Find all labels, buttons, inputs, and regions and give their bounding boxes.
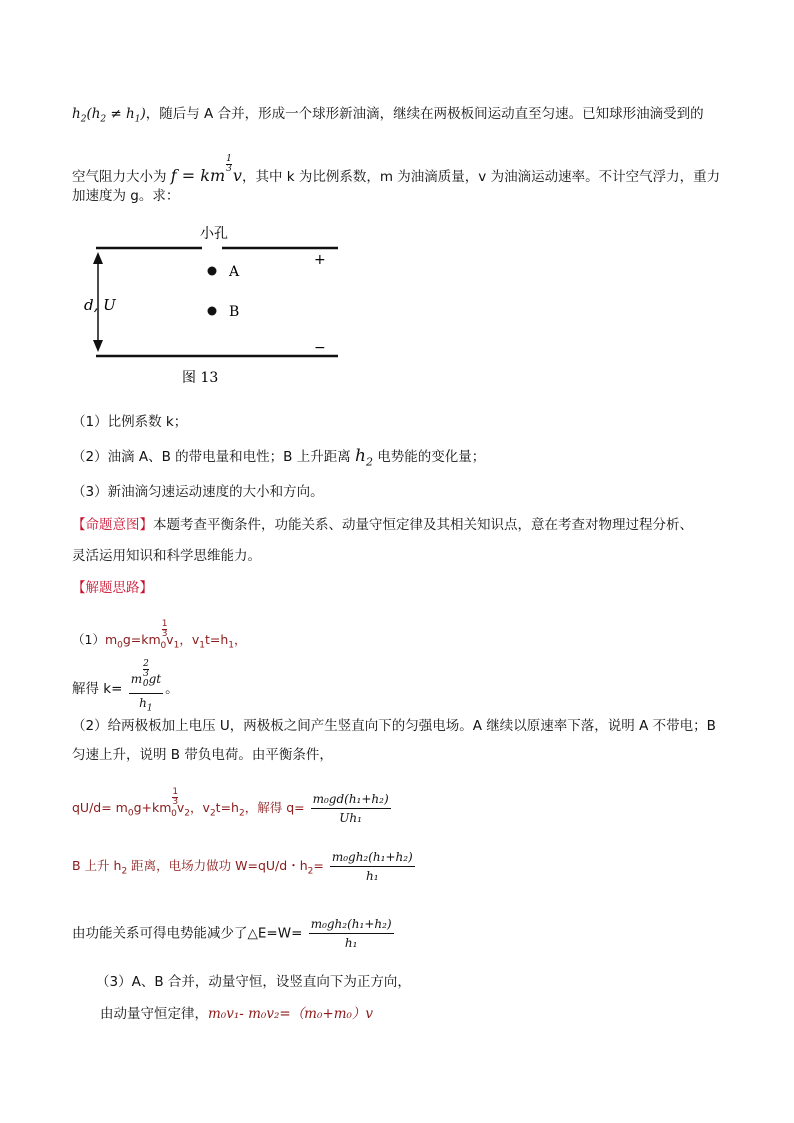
intro-line-1: $h_2(h_2 \ne h_1)$，随后与 A 合并，形成一个球形新油滴，继续在两极板间运动直至匀速。已知球形油滴受到的 bbox=[72, 106, 704, 125]
k-fraction: m $\frac{2}{3}$ $_0$gt $h_1$ bbox=[130, 659, 162, 714]
intent-tag: 【命题意图】 bbox=[72, 517, 153, 533]
solution-2-equation: $qU/d= m_0g+km$ $\frac{1}{3}$ $_0v_2$，$v_2t=h_2$，解得 q= $\frac{\text{m₀gd(h₁+h₂)}}{\text{Uh₁}}$ bbox=[72, 787, 389, 825]
solution-3-line-2: 由动量守恒定律，m₀v₁- m₀v₂=（m₀+m₀）v bbox=[100, 1006, 374, 1022]
momentum-equation: m₀v₁- m₀v₂=（m₀+m₀）v bbox=[208, 1006, 374, 1022]
hole-label: 小孔 bbox=[200, 226, 228, 242]
drag-formula: f = km $\frac{1}{3}$ v bbox=[170, 154, 242, 185]
plus-sign: + bbox=[314, 252, 326, 268]
intro-text-1: ，随后与 A 合并，形成一个球形新油滴，继续在两极板间运动直至匀速。已知球形油滴受到的 bbox=[145, 106, 704, 122]
droplet-a-label: A bbox=[229, 264, 240, 280]
solution-tag-line bbox=[72, 578, 153, 598]
figure-caption: 图 13 bbox=[182, 370, 219, 386]
solution-2-work: B 上升 $h_2$ 距离，电场力做功 W=qU/d・$h_2=$ $\frac{\text{m₀gh₂(h₁+h₂)}}{\text{h₁}}$ bbox=[72, 850, 413, 883]
intent-line-2: 灵活运用知识和科学思维能力。 bbox=[72, 548, 261, 564]
capacitor-figure bbox=[82, 218, 352, 390]
solution-2-energy: 由功能关系可得电势能减少了△E=W= $\frac{\text{m₀gh₂(h₁+h₂)}}{\text{h₁}}$ bbox=[72, 917, 392, 950]
minus-sign: − bbox=[314, 340, 326, 356]
droplet-b bbox=[208, 307, 217, 316]
arrow-up-head bbox=[93, 252, 103, 264]
solution-tag: 【解题思路】 bbox=[72, 580, 153, 596]
q-fraction: $\frac{\text{m₀gd(h₁+h₂)}}{\text{Uh₁}}$ bbox=[312, 792, 389, 825]
intent-line-1: 【命题意图】本题考查平衡条件，功能关系、动量守恒定律及其相关知识点，意在考查对物理过程分析、 bbox=[72, 517, 693, 533]
arrow-down-head bbox=[93, 340, 103, 352]
solution-2-line-2: 匀速上升，说明 B 带负电荷。由平衡条件， bbox=[72, 747, 333, 763]
solution-1-result: 解得 k= m $\frac{2}{3}$ $_0$gt $h_1$ 。 bbox=[72, 660, 179, 718]
work-fraction: $\frac{\text{m₀gh₂(h₁+h₂)}}{\text{h₁}}$ bbox=[331, 850, 413, 883]
energy-fraction: $\frac{\text{m₀gh₂(h₁+h₂)}}{\text{h₁}}$ bbox=[310, 917, 392, 950]
question-3: （3）新油滴匀速运动速度的大小和方向。 bbox=[72, 484, 324, 500]
h2-symbol: $h_2$ bbox=[72, 106, 87, 125]
droplet-a bbox=[208, 267, 217, 276]
question-2: （2）油滴 A、B 的带电量和电性；B 上升距离 $h_2$ 电势能的变化量； bbox=[72, 446, 486, 469]
droplet-b-label: B bbox=[229, 304, 240, 320]
solution-2-line-1: （2）给两极板加上电压 U，两极板之间产生竖直向下的匀强电场。A 继续以原速率下落，说明 A 不带电；B bbox=[72, 718, 716, 734]
solution-3-line-1: （3）A、B 合并，动量守恒，设竖直向下为正方向， bbox=[96, 974, 411, 990]
question-1: （1）比例系数 k； bbox=[72, 414, 188, 430]
intro-line-3: 加速度为 g。求： bbox=[72, 188, 180, 204]
dimension-label: d, U bbox=[84, 296, 116, 314]
intro-line-2: 空气阻力大小为 f = km $\frac{1}{3}$ v，其中 k 为比例系数，m 为油滴质量，v 为油滴运动速率。不计空气浮力，重力 bbox=[72, 154, 721, 185]
solution-1-equation: $(1)m_0g=km$ $\frac{1}{3}$ $_0v_1$，$v_1t=h_1$， bbox=[72, 619, 247, 651]
